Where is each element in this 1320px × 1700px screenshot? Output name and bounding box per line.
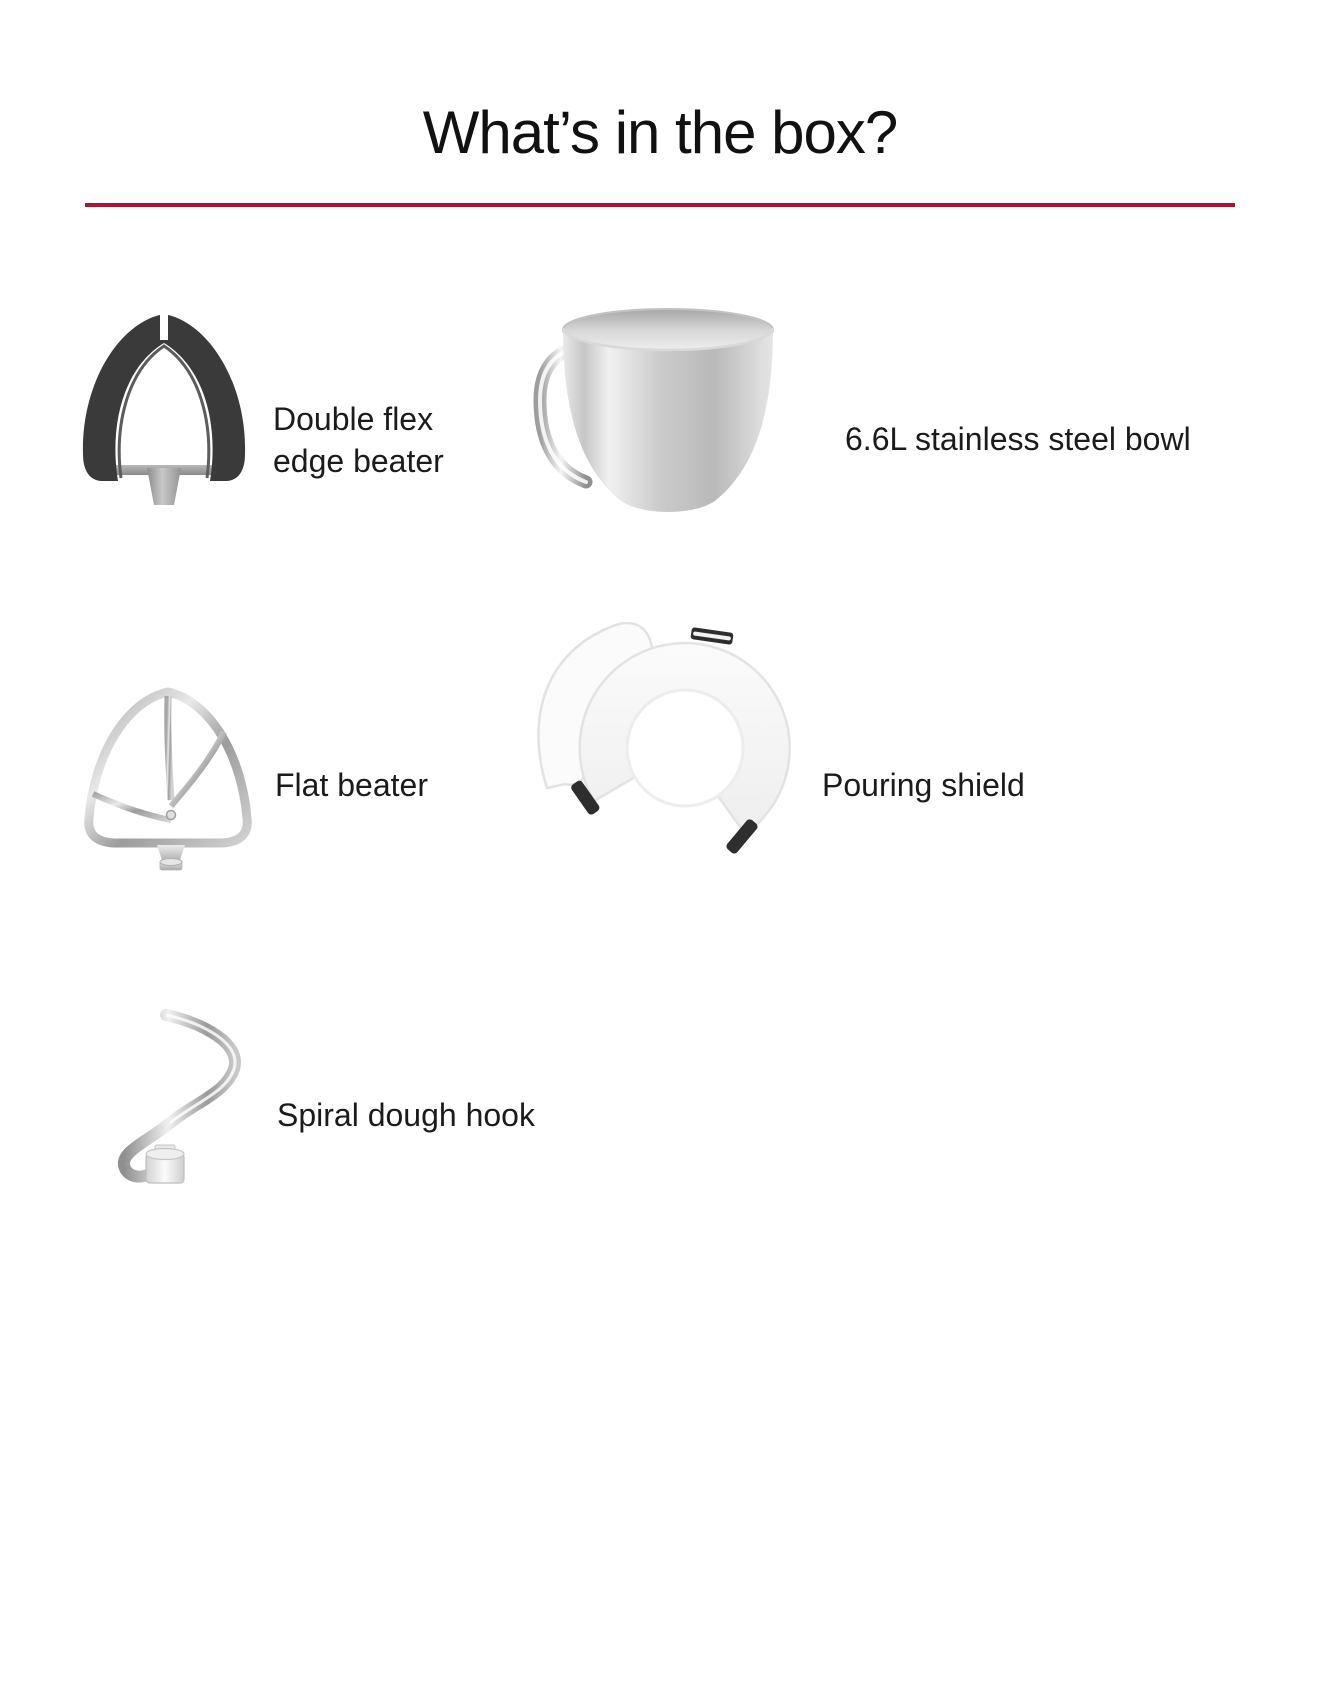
stainless-bowl-image — [528, 294, 778, 529]
flex-edge-beater-image — [74, 308, 254, 511]
page-title: What’s in the box? — [422, 99, 898, 166]
item-label-spiral-dough-hook: Spiral dough hook — [277, 1097, 535, 1133]
spiral-dough-hook-image — [98, 1003, 266, 1190]
pouring-shield-icon — [515, 598, 800, 890]
stainless-bowl-icon — [528, 294, 778, 524]
flat-beater-icon — [72, 682, 264, 872]
spiral-dough-hook-icon — [98, 1003, 266, 1185]
title-underline — [85, 203, 1235, 207]
item-label-flex-edge-beater: Double flex edge beater — [273, 401, 444, 479]
item-label-flat-beater: Flat beater — [275, 767, 428, 803]
flat-beater-image — [72, 682, 264, 877]
item-label-pouring-shield: Pouring shield — [822, 767, 1025, 803]
pouring-shield-image — [515, 598, 800, 895]
item-label-stainless-bowl: 6.6L stainless steel bowl — [845, 421, 1191, 457]
flex-edge-beater-icon — [74, 308, 254, 506]
